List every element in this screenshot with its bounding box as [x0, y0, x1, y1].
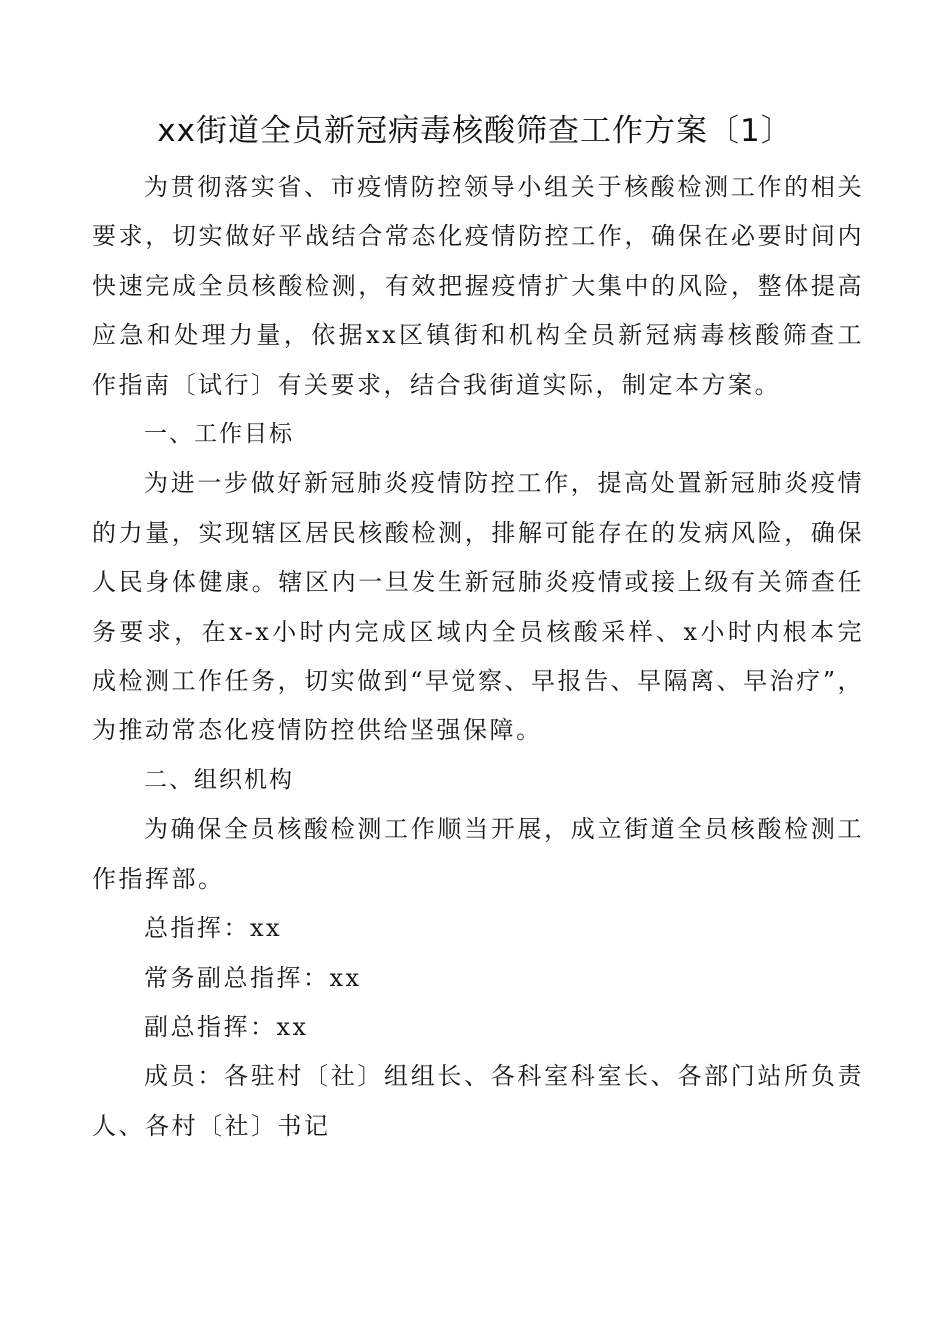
- organization-paragraph: 为确保全员核酸检测工作顺当开展，成立街道全员核酸检测工作指挥部。: [92, 815, 864, 893]
- deputy-line: 副总指挥：xx: [144, 1012, 309, 1041]
- commander-line: 总指挥：xx: [144, 914, 283, 943]
- section-heading-organization: 二、组织机构: [144, 766, 294, 793]
- document-body: [92, 163, 864, 1151]
- members-paragraph: 成员：各驻村〔社〕组组长、各科室科室长、各部门站所负责人、各村〔社〕书记: [92, 1062, 864, 1140]
- intro-paragraph: 为贯彻落实省、市疫情防控领导小组关于核酸检测工作的相关要求，切实做好平战结合常态化疫情防控工作，确保在必要时间内快速完成全员核酸检测，有效把握疫情扩大集中的风险，整体提高应急和处理力量，依据xx区镇街和机构全员新冠病毒核酸筛查工作指南〔试行〕有关要求，结合我街道实际，制定本方案。: [92, 173, 864, 399]
- work-goal-paragraph: 为进一步做好新冠肺炎疫情防控工作，提高处置新冠肺炎疫情的力量，实现辖区居民核酸检测，排解可能存在的发病风险，确保人民身体健康。辖区内一旦发生新冠肺炎疫情或接上级有关筛查任务要求，在x-x小时内完成区域内全员核酸采样、x小时内根本完成检测工作任务，切实做到“早觉察、早报告、早隔离、早治疗”，为推动常态化疫情防控供给坚强保障。: [92, 469, 864, 745]
- document-title: xx街道全员新冠病毒核酸筛查工作方案〔1〕: [157, 113, 793, 149]
- section-heading-work-goal: 一、工作目标: [144, 421, 294, 448]
- executive-deputy-line: 常务副总指挥：xx: [144, 963, 362, 992]
